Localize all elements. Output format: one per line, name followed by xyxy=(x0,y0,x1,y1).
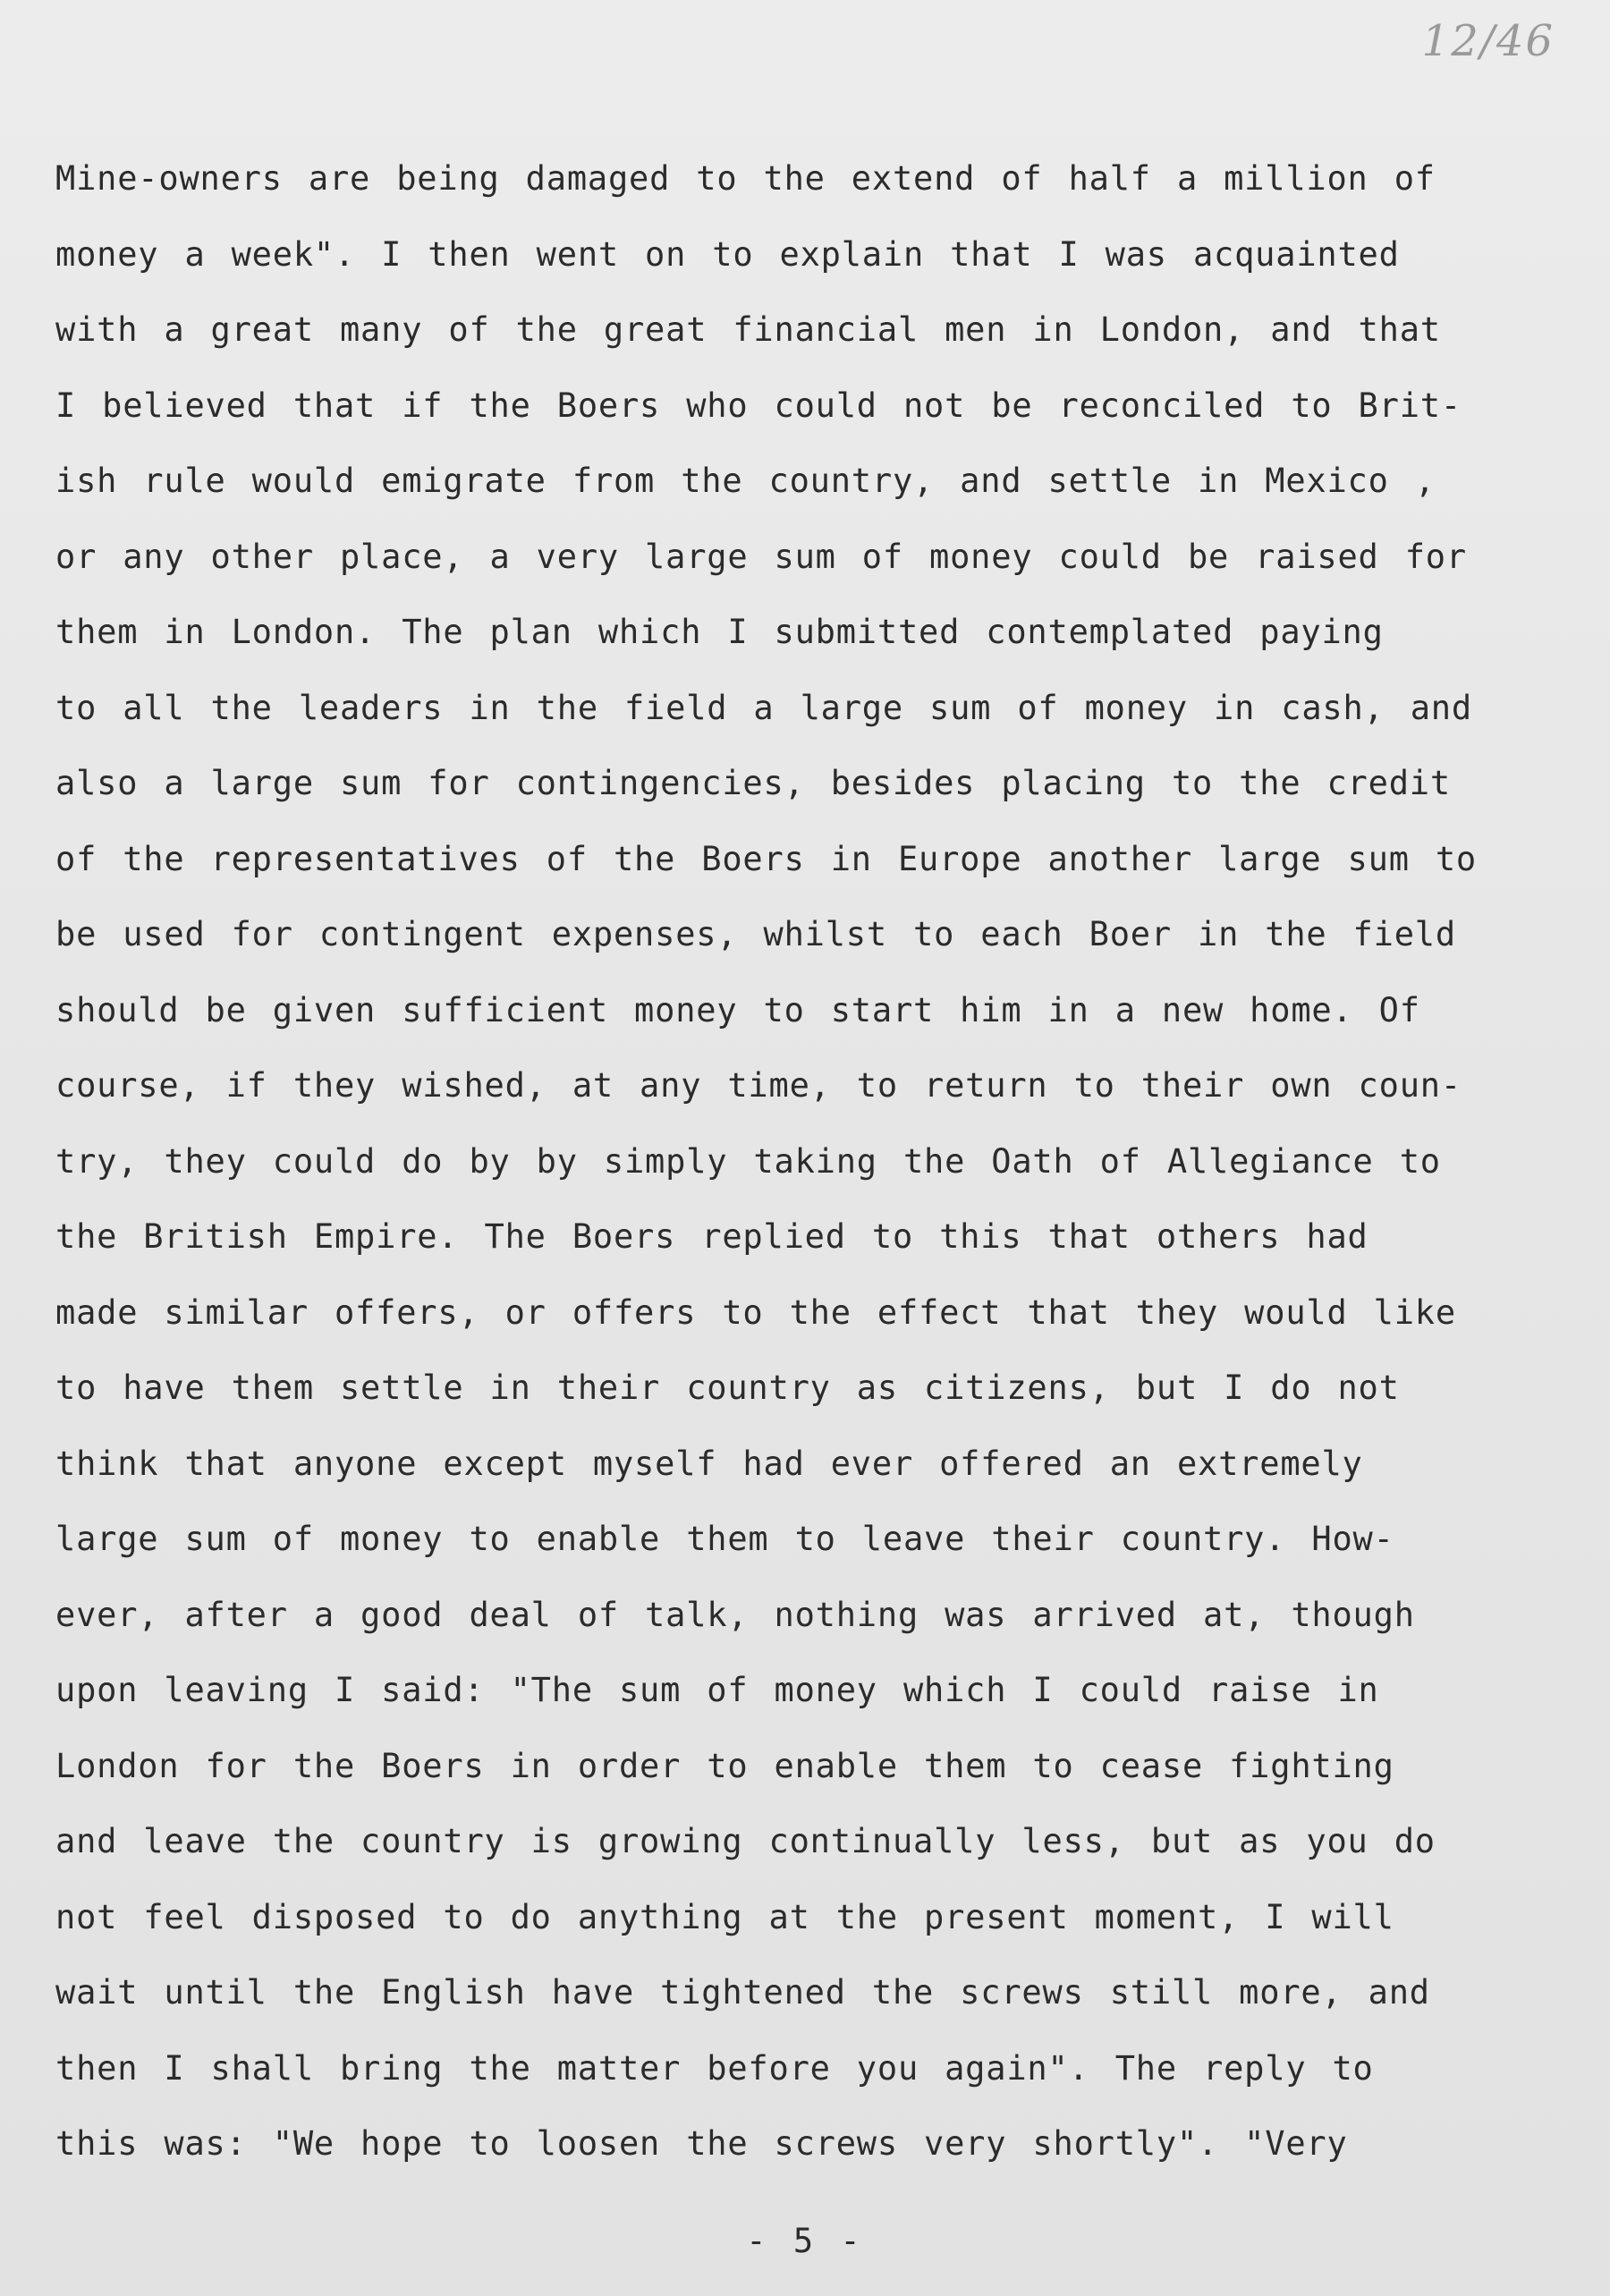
text-line: made similar offers, or offers to the effect that they would like xyxy=(55,1292,1456,1332)
page-number: - 5 - xyxy=(746,2222,864,2260)
text-line: think that anyone except myself had ever offered an extremely xyxy=(55,1444,1363,1483)
text-line: and leave the country is growing continually less, but as you do xyxy=(55,1822,1436,1860)
text-line: to have them settle in their country as citizens, but I do not xyxy=(55,1368,1400,1407)
archive-reference: 12/46 xyxy=(1421,16,1555,66)
text-line: try, they could do by by simply taking the Oath of Allegiance to xyxy=(55,1141,1441,1181)
text-line: or any other place, a very large sum of money could be raised for xyxy=(55,537,1467,576)
text-line: them in London. The plan which I submitted contemplated paying xyxy=(55,613,1384,651)
text-line: wait until the English have tightened the screws still more, and xyxy=(55,1973,1430,2012)
text-line: course, if they wished, at any time, to return to their own coun- xyxy=(55,1066,1462,1105)
text-line: I believed that if the Boers who could not be reconciled to Brit- xyxy=(55,385,1462,425)
text-line: large sum of money to enable them to leave their country. How- xyxy=(55,1520,1394,1558)
text-line: of the representatives of the Boers in Europe another large sum to xyxy=(55,839,1478,878)
text-line: also a large sum for contingencies, besides placing to the credit xyxy=(55,764,1451,802)
text-line: money a week". I then went on to explain that I was acquainted xyxy=(55,234,1400,274)
text-line: London for the Boers in order to enable them to cease fighting xyxy=(55,1746,1394,1785)
text-line: Mine-owners are being damaged to the extend of half a million of xyxy=(55,159,1436,198)
text-line: the British Empire. The Boers replied to this that others had xyxy=(55,1217,1368,1256)
text-line: to all the leaders in the field a large sum of money in cash, and xyxy=(55,688,1472,727)
text-line: not feel disposed to do anything at the present moment, I will xyxy=(55,1897,1394,1936)
text-line: ever, after a good deal of talk, nothing was arrived at, though xyxy=(55,1595,1415,1634)
text-line: should be given sufficient money to start him in a new home. Of xyxy=(55,990,1420,1029)
text-line: then I shall bring the matter before you again". The reply to xyxy=(55,2048,1374,2088)
typed-body-text xyxy=(55,141,1540,2182)
text-line: be used for contingent expenses, whilst to each Boer in the field xyxy=(55,915,1456,953)
text-line: with a great many of the great financial men in London, and that xyxy=(55,310,1441,349)
text-line: upon leaving I said: "The sum of money which I could raise in xyxy=(55,1671,1379,1709)
text-line: this was: "We hope to loosen the screws very shortly". "Very xyxy=(55,2124,1348,2163)
text-line: ish rule would emigrate from the country, and settle in Mexico , xyxy=(55,462,1436,500)
